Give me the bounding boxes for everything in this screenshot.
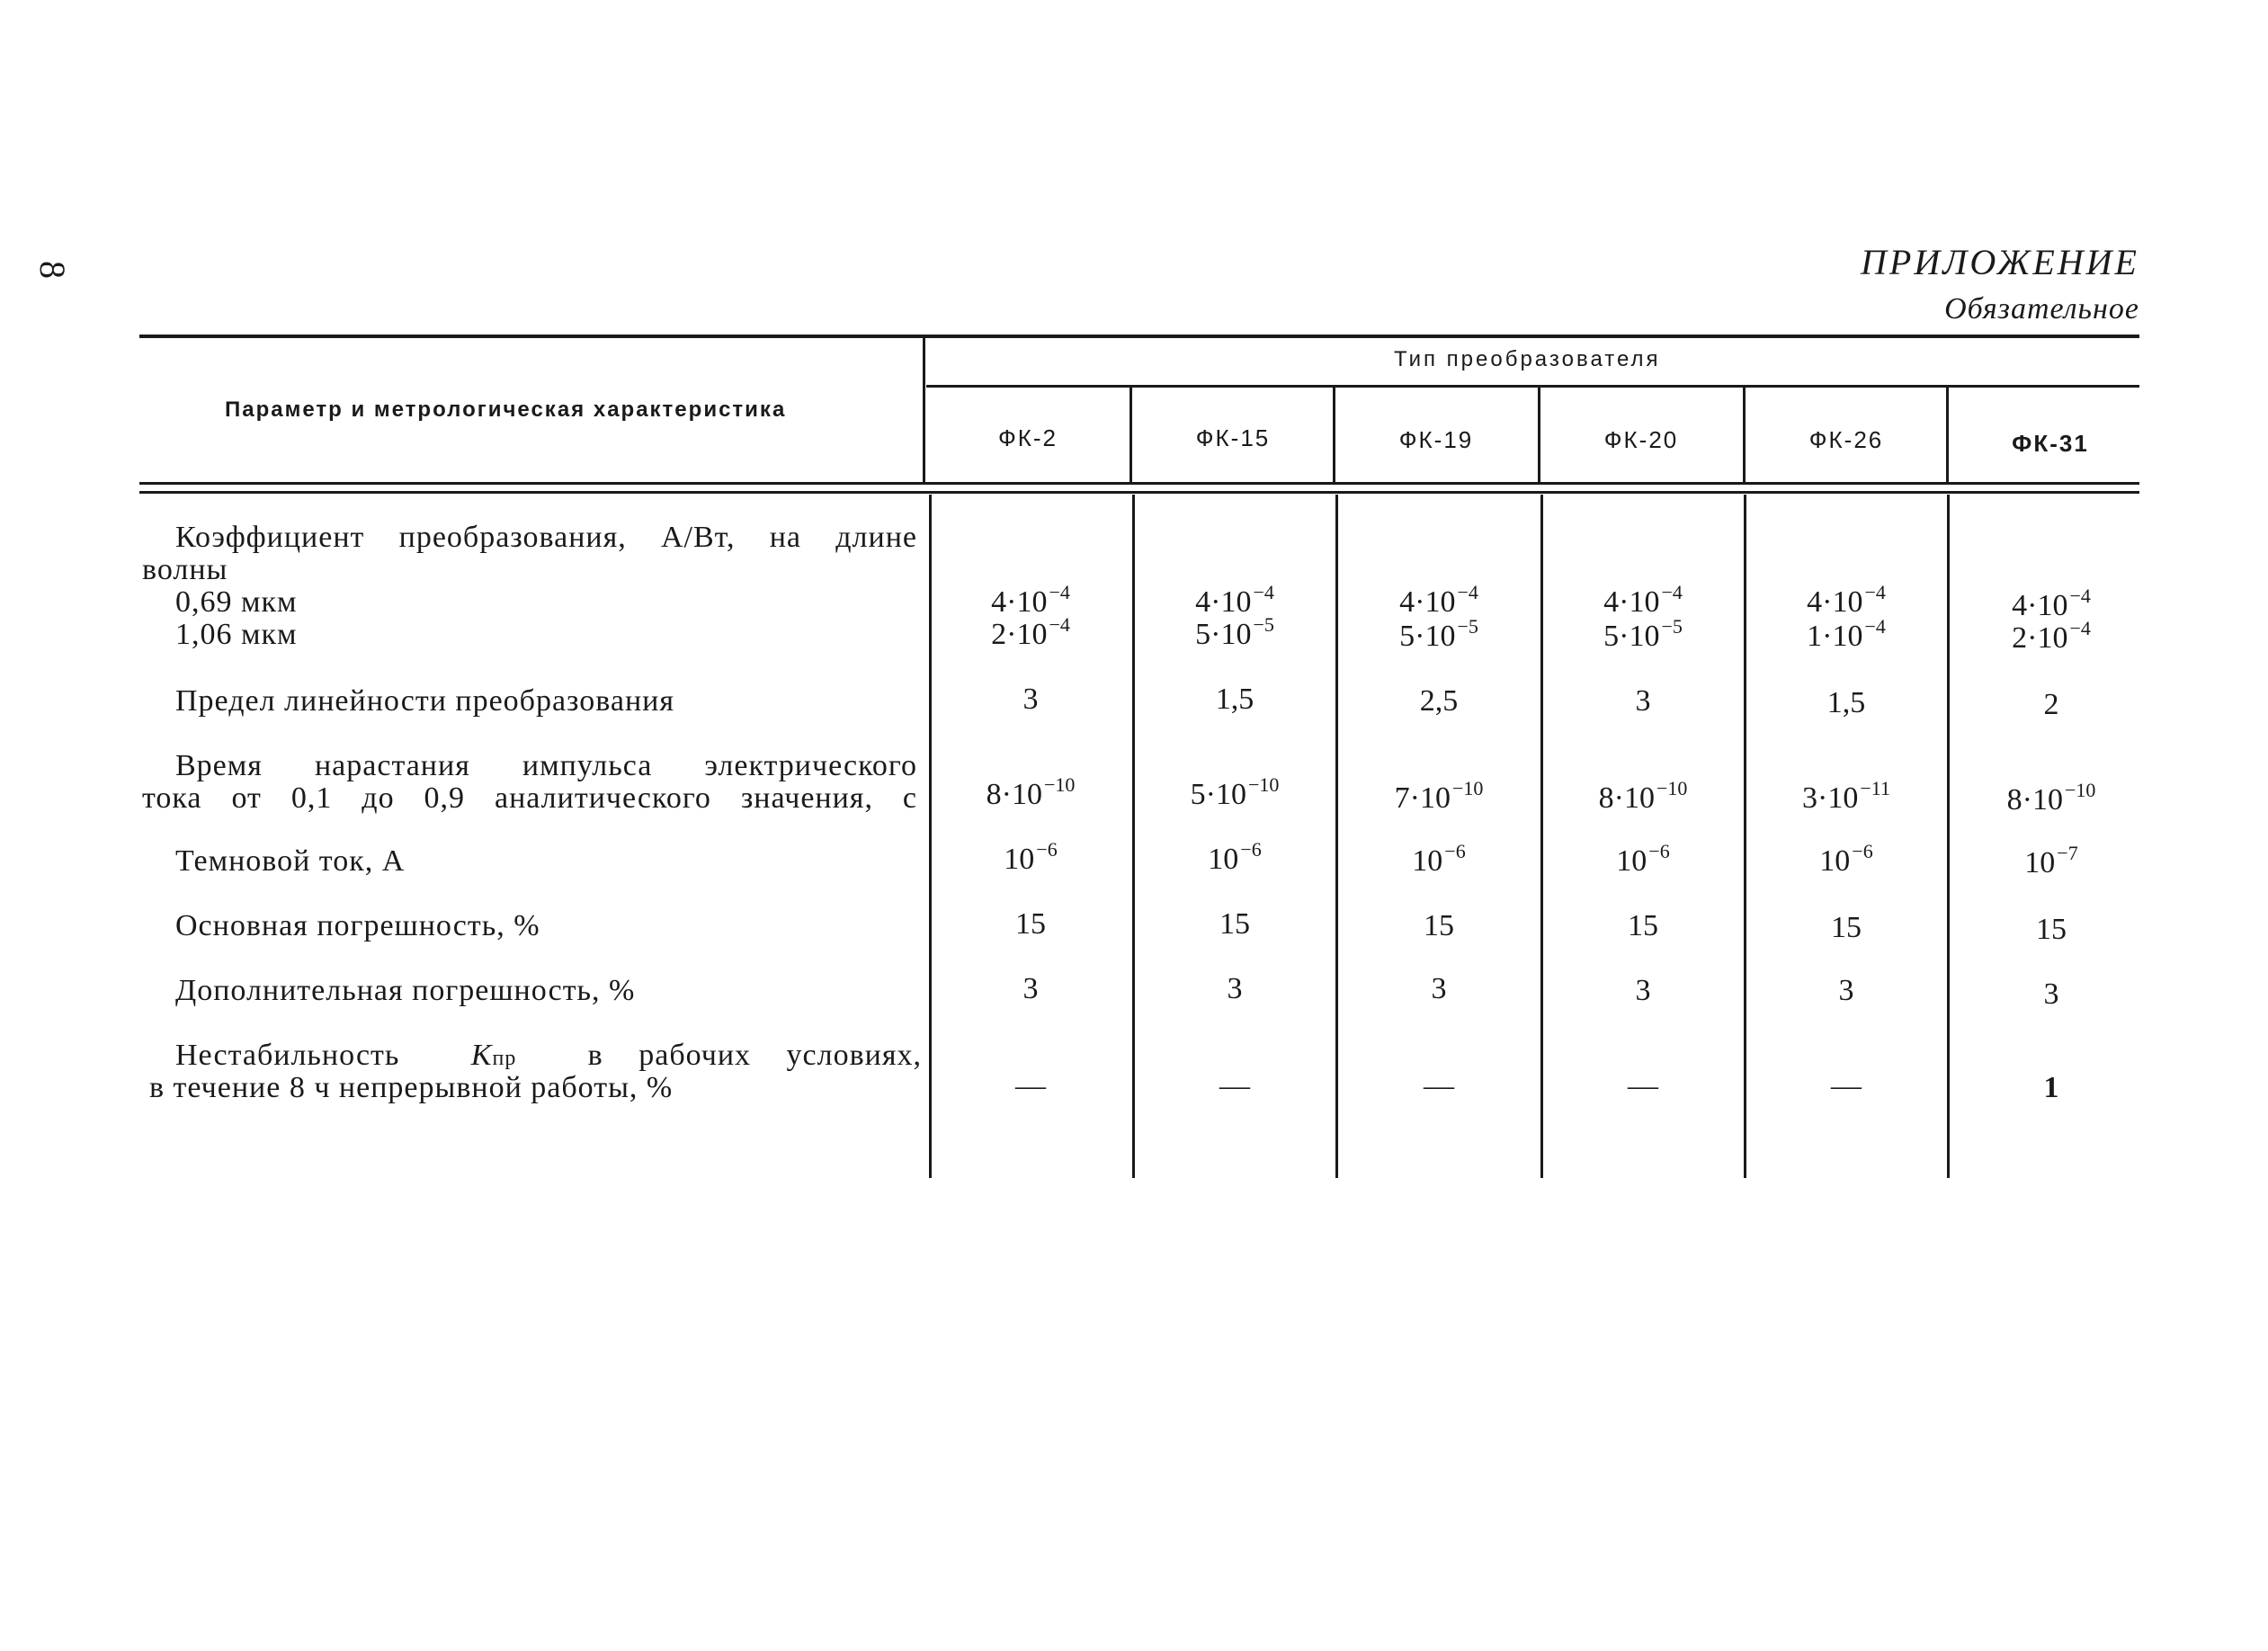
cell-coef-106: $5\cdot 10^{-5}$ [1399, 615, 1478, 653]
row-label-linearity: Предел линейности преобразования [175, 684, 675, 718]
instability-conditions: в рабочих условиях, [587, 1039, 922, 1072]
row-label-dark: Темновой ток, А [175, 844, 406, 878]
cell-dark: $10^{-6}$ [1412, 840, 1466, 878]
cell-instability: — [1628, 1069, 1658, 1102]
cell-basic-error: 15 [2036, 913, 2067, 946]
cell-additional-error: 3 [1022, 972, 1039, 1005]
row-label-coef: Коэффициент преобразования, А/Вт, на длине [175, 521, 917, 554]
cell-rise: $7\cdot 10^{-10}$ [1394, 777, 1484, 815]
row-label-wl1: 0,69 мкм [175, 585, 298, 619]
cell-rise: $3\cdot 10^{-11}$ [1802, 777, 1890, 815]
column-header: ФК-26 [1808, 426, 1884, 453]
cell-dark: $10^{-6}$ [1208, 838, 1262, 876]
cell-coef-069: $4\cdot 10^{-4}$ [1195, 581, 1274, 619]
cell-coef-069: $4\cdot 10^{-4}$ [1807, 581, 1886, 619]
cell-linearity: 1,5 [1826, 686, 1866, 719]
cell-coef-069: $4\cdot 10^{-4}$ [1603, 581, 1683, 619]
cell-coef-106: $2\cdot 10^{-4}$ [2012, 617, 2091, 655]
cell-coef-106: $5\cdot 10^{-5}$ [1195, 613, 1274, 651]
cell-additional-error: 3 [2043, 977, 2059, 1011]
param-header: Параметр и метрологическая характеристика [225, 397, 787, 422]
cell-coef-069: $4\cdot 10^{-4}$ [2012, 585, 2091, 622]
cell-basic-error: 15 [1831, 911, 1862, 944]
row-label-rise-2: тока от 0,1 до 0,9 аналитического значения, с [142, 781, 917, 815]
header-bottom-rule-1 [139, 482, 2139, 485]
cell-rise: $5\cdot 10^{-10}$ [1190, 773, 1280, 811]
column-header: ФК-31 [2012, 430, 2089, 457]
row-label-instability-2: в течение 8 ч непрерывной работы, % [149, 1071, 674, 1104]
instability-symbol: Kпр [470, 1039, 517, 1072]
cell-basic-error: 15 [1219, 907, 1250, 941]
cell-dark: $10^{-6}$ [1819, 840, 1873, 878]
group-header-rule [926, 385, 2139, 388]
cell-linearity: 1,5 [1215, 683, 1255, 716]
cell-dark: $10^{-6}$ [1004, 838, 1058, 876]
cell-additional-error: 3 [1838, 974, 1854, 1007]
cell-instability: — [1015, 1069, 1046, 1102]
cell-basic-error: 15 [1628, 909, 1658, 942]
header-bottom-rule-2 [139, 491, 2139, 494]
cell-basic-error: 15 [1015, 907, 1046, 941]
row-label-wl2: 1,06 мкм [175, 618, 298, 651]
cell-additional-error: 3 [1431, 972, 1447, 1005]
column-header: ФК-2 [997, 424, 1058, 451]
cell-additional-error: 3 [1635, 974, 1651, 1007]
cell-dark: $10^{-6}$ [1616, 840, 1670, 878]
cell-rise: $8\cdot 10^{-10}$ [986, 773, 1076, 811]
column-header: ФК-20 [1603, 426, 1679, 453]
cell-coef-069: $4\cdot 10^{-4}$ [1399, 581, 1478, 619]
row-label-instability [175, 1040, 922, 1075]
row-label-coef-2: волны [142, 553, 228, 586]
cell-instability: — [1219, 1069, 1250, 1102]
cell-rise: $8\cdot 10^{-10}$ [1598, 777, 1688, 815]
row-label-basic-error: Основная погрешность, % [175, 909, 540, 942]
cell-dark: $10^{-7}$ [2024, 842, 2078, 879]
cell-instability: 1 [2043, 1071, 2059, 1104]
cell-coef-106: $2\cdot 10^{-4}$ [991, 613, 1070, 651]
cell-instability: — [1831, 1069, 1862, 1102]
cell-additional-error: 3 [1227, 972, 1243, 1005]
cell-coef-069: $4\cdot 10^{-4}$ [991, 581, 1070, 619]
cell-linearity: 3 [1635, 684, 1651, 718]
appendix-subtitle: Обязательное [1944, 292, 2139, 326]
column-header: ФК-15 [1195, 424, 1271, 451]
table-top-rule [139, 335, 2139, 338]
cell-linearity: 2,5 [1419, 684, 1459, 718]
cell-linearity: 3 [1022, 683, 1039, 716]
instability-word: Нестабильность [175, 1039, 400, 1072]
cell-linearity: 2 [2043, 688, 2059, 721]
column-header: ФК-19 [1398, 426, 1474, 453]
cell-rise: $8\cdot 10^{-10}$ [2006, 779, 2096, 817]
cell-coef-106: $1\cdot 10^{-4}$ [1807, 615, 1886, 653]
page-number: 8 [32, 261, 73, 279]
cell-basic-error: 15 [1424, 909, 1454, 942]
appendix-title: ПРИЛОЖЕНИЕ [1861, 242, 2139, 282]
group-header: Тип преобразователя [1394, 347, 1661, 371]
row-label-rise: Время нарастания импульса электрического [175, 749, 917, 782]
row-label-additional-error: Дополнительная погрешность, % [175, 974, 636, 1007]
col-divider [923, 338, 925, 484]
cell-coef-106: $5\cdot 10^{-5}$ [1603, 615, 1683, 653]
cell-instability: — [1424, 1069, 1454, 1102]
